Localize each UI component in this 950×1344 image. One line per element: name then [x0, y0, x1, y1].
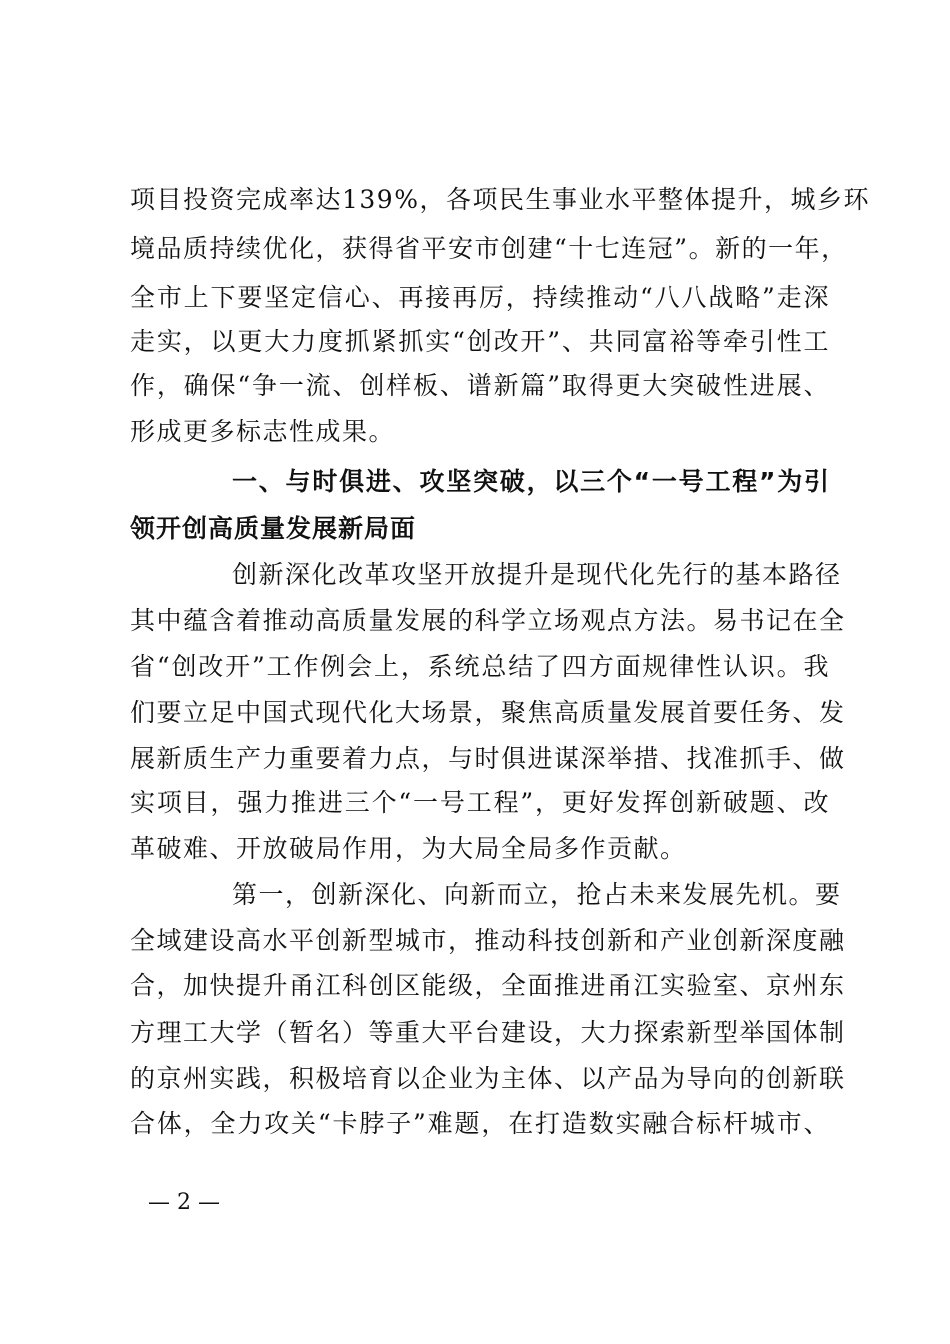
body-line-10: 们要立足中国式现代化大场景，聚焦高质量发展首要任务、发 — [130, 698, 846, 727]
body-line-11: 展新质生产力重要着力点，与时俱进谋深举措、找准抓手、做 — [130, 744, 846, 773]
body-line-19: 合体，全力攻关“卡脖子”难题，在打造数实融合标杆城市、 — [130, 1109, 830, 1138]
body-line-16: 合，加快提升甬江科创区能级，全面推进甬江实验室、京州东 — [130, 971, 846, 1000]
body-line-6: 形成更多标志性成果。 — [130, 417, 396, 446]
section-heading-line-1: 一、与时俱进、攻坚突破，以三个“一号工程”为引 — [232, 467, 830, 496]
body-line-3: 全市上下要坚定信心、再接再厉，持续推动“八八战略”走深 — [130, 283, 830, 312]
body-line-15: 全域建设高水平创新型城市，推动科技创新和产业创新深度融 — [130, 926, 846, 955]
body-line-13: 革破难、开放破局作用，为大局全局多作贡献。 — [130, 834, 687, 863]
body-line-2: 境品质持续优化，获得省平安市创建“十七连冠”。新的一年， — [130, 234, 848, 263]
body-line-17: 方理工大学（暂名）等重大平台建设，大力探索新型举国体制 — [130, 1018, 846, 1047]
body-line-4: 走实，以更大力度抓紧抓实“创改开”、共同富裕等牵引性工 — [130, 327, 830, 356]
body-line-8: 其中蕴含着推动高质量发展的科学立场观点方法。易书记在全 — [130, 606, 846, 635]
body-line-7: 创新深化改革攻坚开放提升是现代化先行的基本路径 — [232, 560, 842, 589]
body-line-1: 项目投资完成率达139%，各项民生事业水平整体提升，城乡环 — [130, 185, 870, 214]
body-line-12: 实项目，强力推进三个“一号工程”，更好发挥创新破题、改 — [130, 788, 830, 817]
body-line-14: 第一，创新深化、向新而立，抢占未来发展先机。要 — [232, 880, 842, 909]
body-line-5: 作，确保“争一流、创样板、谱新篇”取得更大突破性进展、 — [130, 371, 830, 400]
body-line-18: 的京州实践，积极培育以企业为主体、以产品为导向的创新联 — [130, 1064, 846, 1093]
body-line-9: 省“创改开”工作例会上，系统总结了四方面规律性认识。我 — [130, 652, 830, 681]
section-heading-line-2: 领开创高质量发展新局面 — [130, 514, 417, 543]
page-number: — 2 — — [148, 1190, 220, 1215]
